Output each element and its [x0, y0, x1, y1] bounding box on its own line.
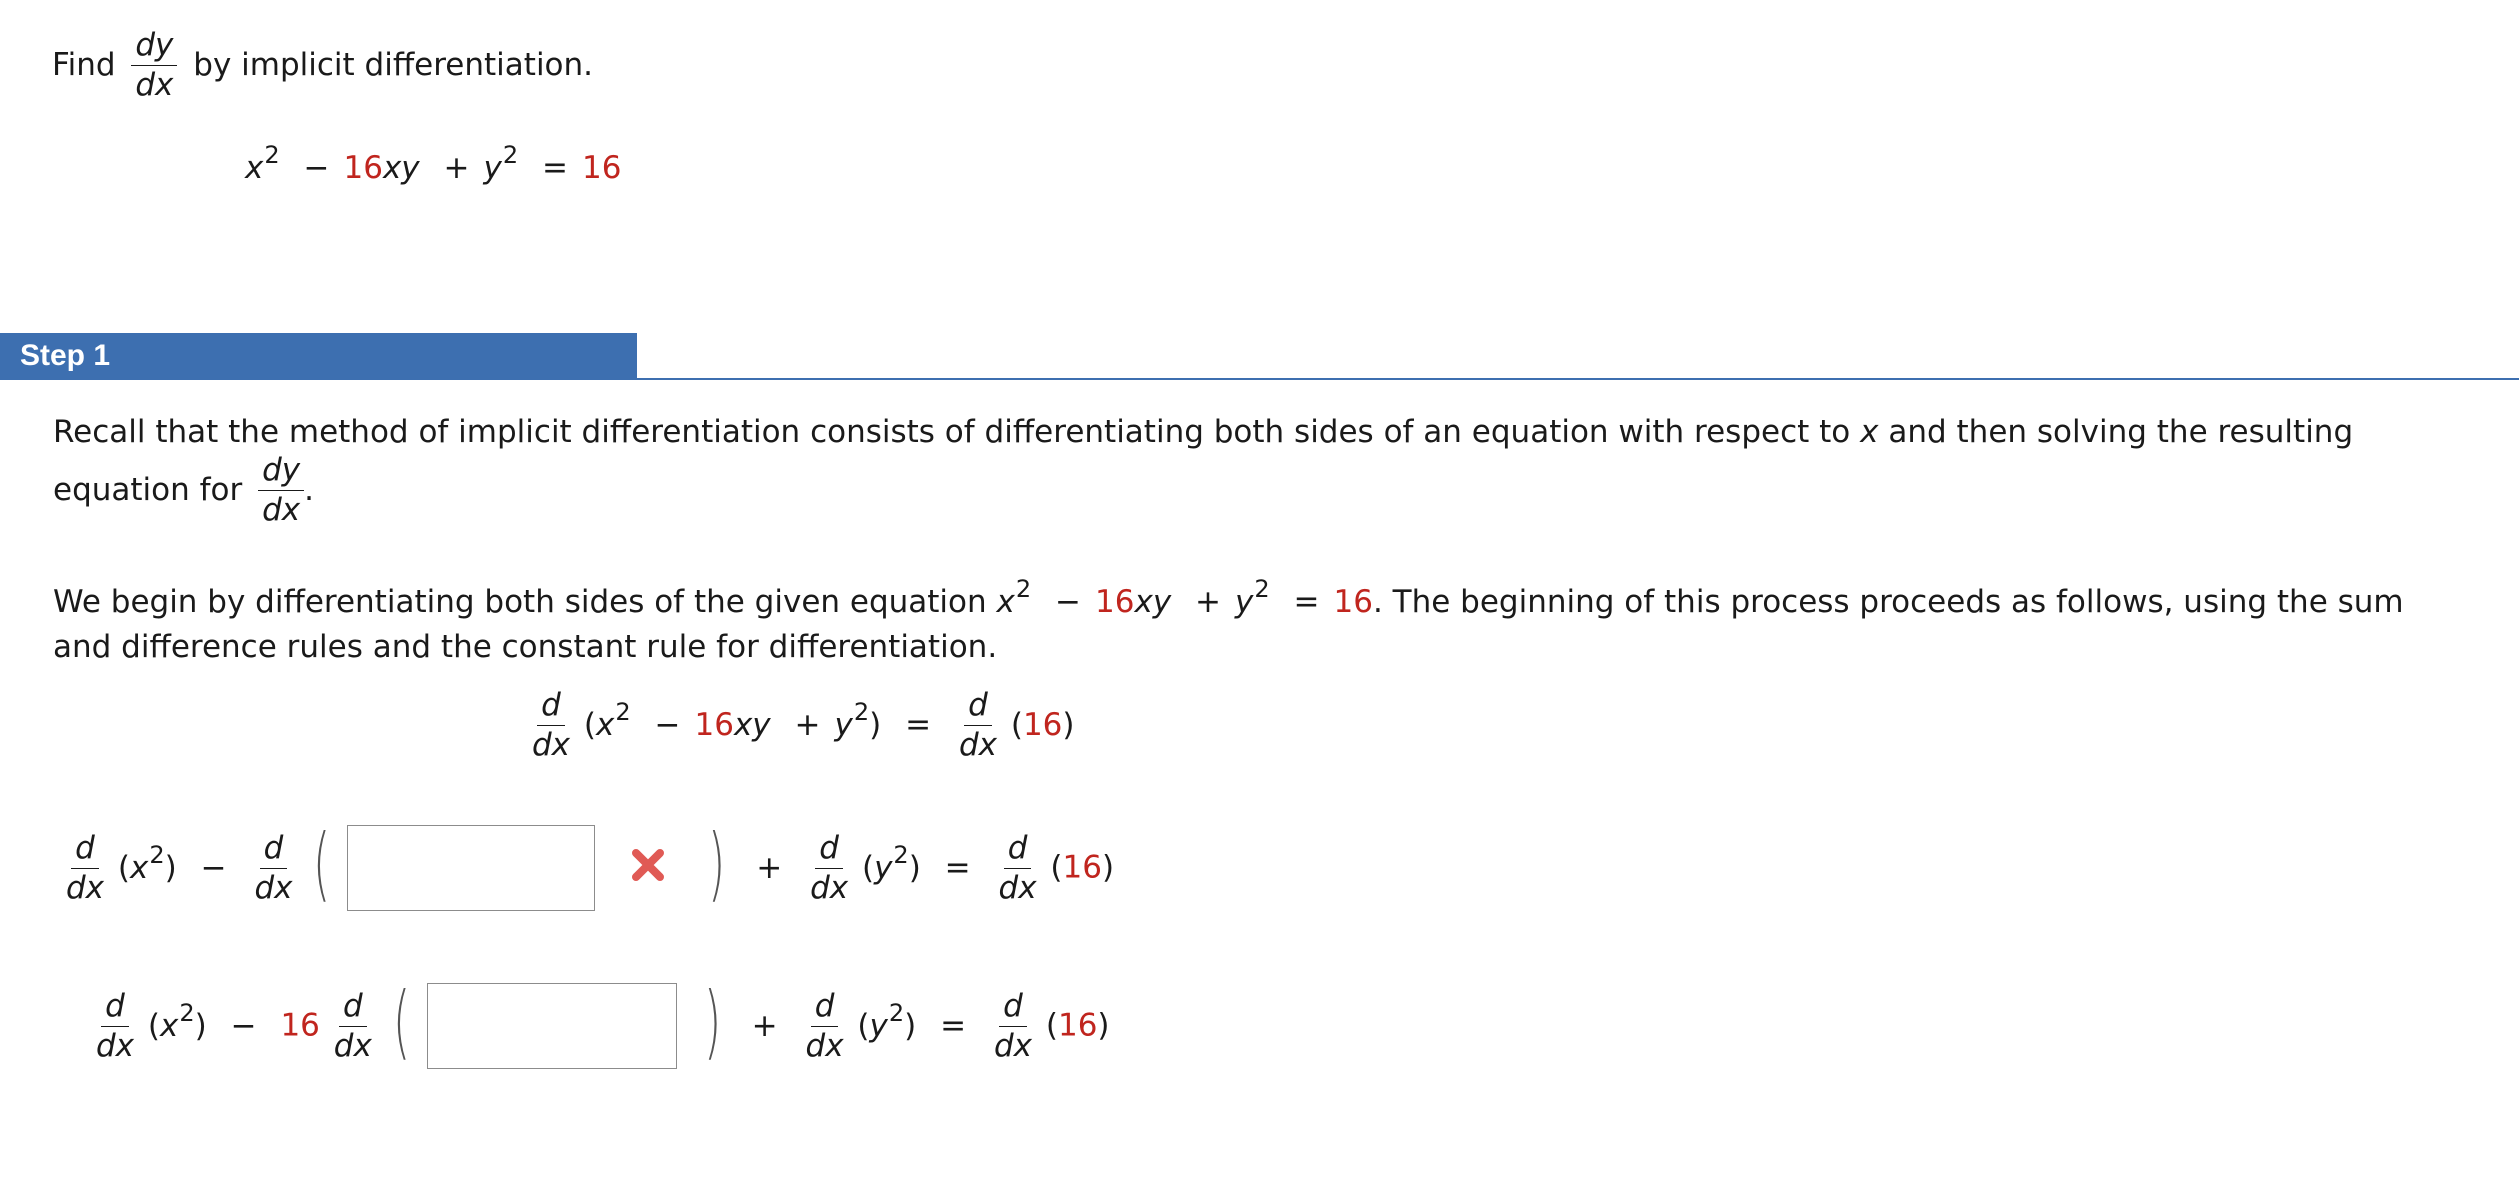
instruction-text: by implicit differentiation.	[193, 47, 594, 83]
d-dx-operator: $\frac{d}{dx}$	[96, 987, 135, 1064]
d-dx-operator: $\frac{d}{dx}$	[333, 987, 372, 1064]
left-paren: (	[392, 975, 410, 1068]
right-paren: )	[703, 975, 721, 1068]
step-divider	[0, 378, 2519, 380]
derivative-line-2: $\frac{d}{dx}$ $(x^2)$ − $\frac{d}{dx}$ ( ) + $\frac{d}{dx}$ $(y^2)$ = $\frac{d}{dx}$ (16)	[62, 825, 1114, 911]
given-equation: $x^2 - 16xy + y^2 = 16$	[245, 141, 622, 186]
d-dx-operator: $\frac{d}{dx}$	[805, 987, 844, 1064]
derivative-line-3: $\frac{d}{dx}$ $(x^2) - 16$ $\frac{d}{dx}$ ( ) + $\frac{d}{dx}$ $(y^2)$ = $\frac{d}{dx}$ (16)	[92, 983, 1110, 1069]
step-header: Step 1	[0, 333, 637, 378]
d-dx-operator: $\frac{d}{dx}$	[66, 829, 105, 906]
derivative-line-1: $\frac{d}{dx}$ $(x^2 - 16xy + y^2)$ = $\frac{d}{dx}$ (16)	[528, 690, 1075, 761]
d-dx-operator: $\frac{d}{dx}$	[958, 687, 997, 763]
d-dx-operator: $\frac{d}{dx}$	[254, 829, 293, 906]
answer-input-1[interactable]	[347, 825, 595, 911]
answer-input-2[interactable]	[427, 983, 677, 1069]
problem-prompt	[52, 27, 594, 103]
left-paren: (	[313, 817, 331, 910]
coefficient-16: 16	[280, 1007, 320, 1044]
find-word: Find	[52, 47, 116, 83]
d-dx-operator: $\frac{d}{dx}$	[532, 687, 571, 763]
dy-dx-fraction: $\frac{dy}{dx}$	[258, 455, 304, 526]
x-mark-icon	[631, 848, 665, 888]
d-dx-operator: $\frac{d}{dx}$	[993, 987, 1032, 1064]
explanation-paragraph-1-end: equation for $\frac{dy}{dx}$ .	[53, 452, 315, 528]
d-dx-operator: $\frac{d}{dx}$	[810, 829, 849, 906]
dy-dx-fraction: $\frac{dy}{dx}$	[131, 30, 177, 101]
explanation-paragraph-2: We begin by differentiating both sides of the given equation $x^2 - 16xy + y^2 = 16$. The beginning of this process proceeds as follows, using the sum	[53, 575, 2404, 620]
right-paren: )	[708, 817, 726, 910]
d-dx-operator: $\frac{d}{dx}$	[998, 829, 1037, 906]
explanation-paragraph-2-end: and difference rules and the constant rule for differentiation.	[53, 629, 998, 665]
explanation-paragraph-1: Recall that the method of implicit differentiation consists of differentiating both sides of an equation with respect to x and then solving the resulting	[53, 414, 2354, 450]
